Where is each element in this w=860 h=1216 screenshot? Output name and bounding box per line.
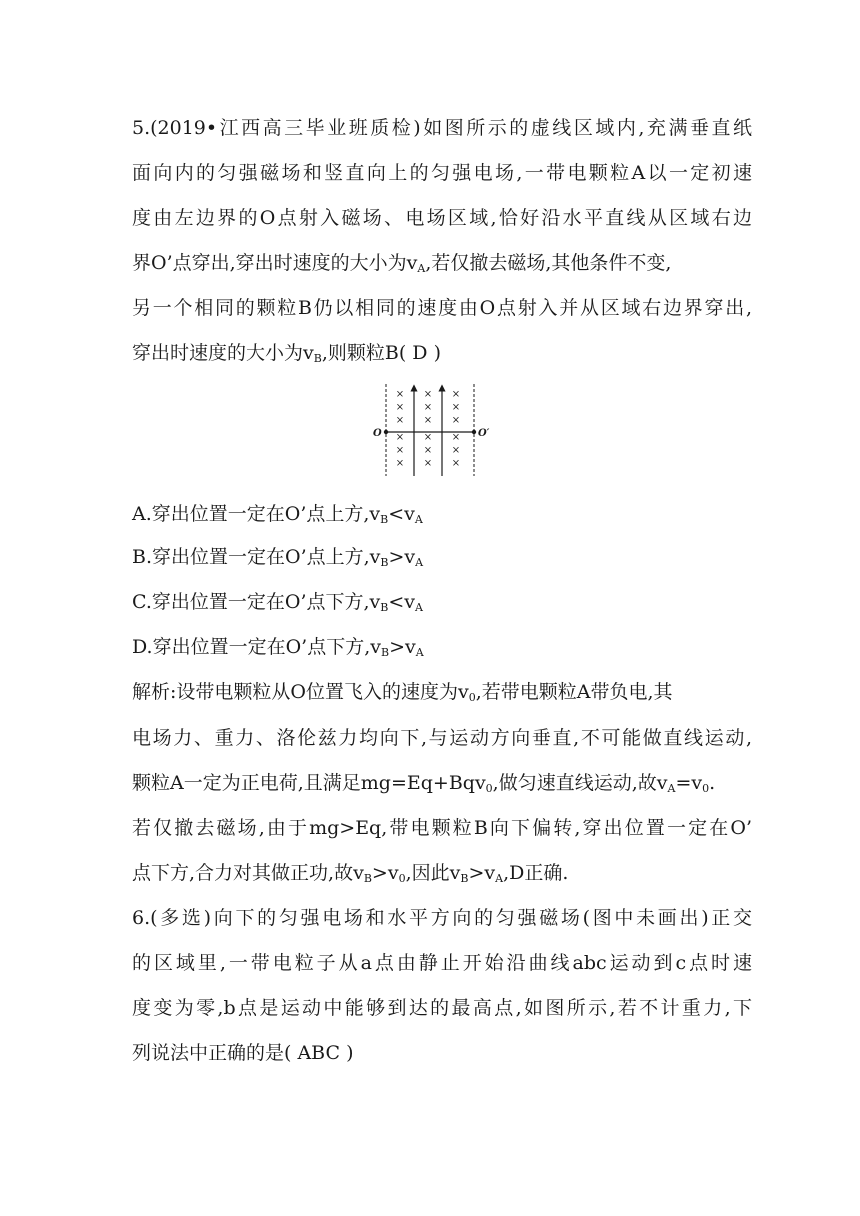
analysis-line-5b: >v xyxy=(371,862,399,884)
cross-mark: × xyxy=(395,445,405,456)
analysis-line-5-sub2: 0 xyxy=(398,872,406,885)
analysis-line-5c: ,因此v xyxy=(405,862,461,884)
q5-line-6-sub: B xyxy=(313,352,322,365)
cross-mark: × xyxy=(423,432,433,443)
q5-line-4-text: 界O’点穿出,穿出时速度的大小为v xyxy=(132,252,418,274)
option-b-text: B.穿出位置一定在O’点上方,v xyxy=(132,546,381,568)
cross-mark: × xyxy=(423,415,433,426)
analysis-line-2: 电场力、重力、洛伦兹力均向下,与运动方向垂直,不可能做直线运动, xyxy=(132,727,752,749)
q6-line-2: 的区域里,一带电粒子从a点由静止开始沿曲线abc运动到c点时速 xyxy=(132,952,752,974)
q5-line-1: 5.(2019•江西高三毕业班质检)如图所示的虚线区域内,充满垂直纸 xyxy=(132,117,752,139)
label-o: O xyxy=(373,428,382,439)
q5-line-4 xyxy=(132,251,752,275)
cross-mark: × xyxy=(395,415,405,426)
analysis-line-5 xyxy=(132,861,752,885)
analysis-line-5-sub1: B xyxy=(363,872,372,885)
option-b-sub1: B xyxy=(380,556,389,569)
cross-mark: × xyxy=(451,415,461,426)
option-c-text: C.穿出位置一定在O’点下方,v xyxy=(132,591,381,613)
q6-line-1: 6.(多选)向下的匀强电场和水平方向的匀强磁场(图中未画出)正交 xyxy=(132,907,752,929)
q5-line-6 xyxy=(132,341,752,365)
field-diagram-svg xyxy=(370,382,490,478)
analysis-line-1b: ,若带电颗粒A带负电,其 xyxy=(475,681,673,703)
analysis-line-3a: 颗粒A一定为正电荷,且满足mg=Eq+Bqv xyxy=(132,772,486,794)
option-d-sub2: A xyxy=(415,646,424,659)
option-d-op: >v xyxy=(389,636,416,658)
q5-line-2: 面向内的匀强磁场和竖直向上的匀强电场,一带电颗粒A以一定初速 xyxy=(132,162,752,184)
cross-mark: × xyxy=(423,458,433,469)
analysis-line-5-sub3: B xyxy=(460,872,469,885)
option-c-sub2: A xyxy=(415,601,423,614)
analysis-line-3c: =v xyxy=(675,772,703,794)
field-diagram xyxy=(370,382,490,478)
cross-mark: × xyxy=(423,389,433,400)
label-o-prime: O′ xyxy=(478,428,490,439)
cross-mark: × xyxy=(451,458,461,469)
option-c-sub1: B xyxy=(380,601,389,614)
option-a xyxy=(132,502,752,526)
q5-line-4-tail: ,若仅撤去磁场,其他条件不变, xyxy=(425,252,672,274)
analysis-line-1-sub: 0 xyxy=(468,691,476,704)
q6-line-4: 列说法中正确的是( ABC ) xyxy=(132,1042,354,1064)
cross-mark: × xyxy=(395,389,405,400)
cross-mark: × xyxy=(423,402,433,413)
analysis-line-1a: 解析:设带电颗粒从O位置飞入的速度为v xyxy=(132,681,469,703)
analysis-line-5a: 点下方,合力对其做正功,故v xyxy=(132,862,364,884)
cross-mark: × xyxy=(395,458,405,469)
q6-line-3: 度变为零,b点是运动中能够到达的最高点,如图所示,若不计重力,下 xyxy=(132,997,752,1019)
option-d xyxy=(132,635,752,659)
analysis-line-3-sub1: 0 xyxy=(485,782,493,795)
option-b-op: >v xyxy=(388,546,416,568)
option-b xyxy=(132,545,752,569)
cross-mark: × xyxy=(451,389,461,400)
cross-mark: × xyxy=(451,432,461,443)
cross-mark: × xyxy=(395,402,405,413)
analysis-line-3-sub2: A xyxy=(667,782,676,795)
analysis-line-5d: >v xyxy=(468,862,496,884)
option-a-text: A.穿出位置一定在O’点上方,v xyxy=(132,503,381,525)
analysis-line-5-sub4: A xyxy=(495,872,504,885)
q5-line-6-text: 穿出时速度的大小为v xyxy=(132,342,314,364)
analysis-line-4: 若仅撤去磁场,由于mg>Eq,带电颗粒B向下偏转,穿出位置一定在O’ xyxy=(132,817,752,839)
q5-line-6-tail: ,则颗粒B( D ) xyxy=(321,342,441,364)
magnetic-field-crosses xyxy=(396,389,460,469)
point-o-prime xyxy=(472,430,476,434)
analysis-line-5e: ,D正确. xyxy=(503,862,569,884)
cross-mark: × xyxy=(395,432,405,443)
analysis-line-3b: ,做匀速直线运动,故v xyxy=(492,772,668,794)
q5-line-3: 度由左边界的O点射入磁场、电场区域,恰好沿水平直线从区域右边 xyxy=(132,207,752,229)
q5-line-5: 另一个相同的颗粒B仍以相同的速度由O点射入并从区域右边界穿出, xyxy=(132,297,752,319)
option-d-text: D.穿出位置一定在O’点下方,v xyxy=(132,636,381,658)
analysis-line-3 xyxy=(132,771,752,795)
analysis-line-1 xyxy=(132,680,752,704)
option-a-op: <v xyxy=(388,503,415,525)
analysis-line-3d: . xyxy=(709,772,716,794)
option-c xyxy=(132,590,752,614)
cross-mark: × xyxy=(423,445,433,456)
option-a-sub2: A xyxy=(414,513,423,526)
option-c-op: <v xyxy=(388,591,416,613)
point-o xyxy=(384,430,388,434)
analysis-line-3-sub3: 0 xyxy=(702,782,710,795)
q5-line-4-sub: A xyxy=(417,262,426,275)
cross-mark: × xyxy=(451,402,461,413)
cross-mark: × xyxy=(451,445,461,456)
option-b-sub2: A xyxy=(415,556,424,569)
option-a-sub1: B xyxy=(380,513,389,526)
option-d-sub1: B xyxy=(381,646,390,659)
